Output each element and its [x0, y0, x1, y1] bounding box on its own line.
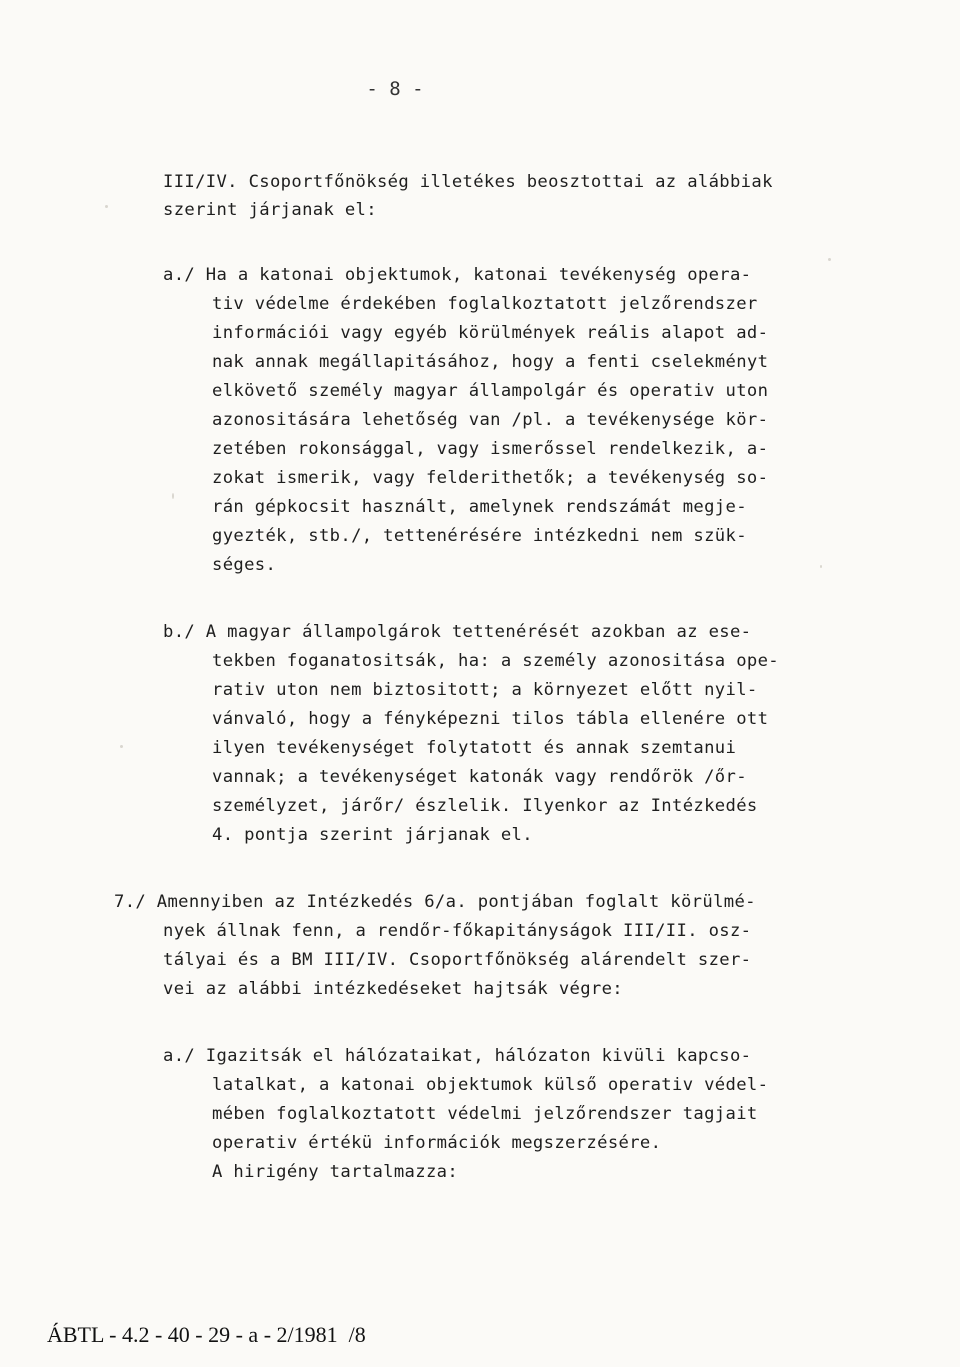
text-line: személyzet, járőr/ észlelik. Ilyenkor az Intézkedés: [212, 796, 758, 816]
text-line: III/IV. Csoportfőnökség illetékes beosztottai az alábbiak: [163, 172, 773, 192]
text-line: nak annak megállapitásához, hogy a fenti cselekményt: [212, 352, 769, 372]
text-line: mében foglalkoztatott védelmi jelzőrendszer tagjait: [212, 1104, 758, 1124]
text-line: 7./ Amennyiben az Intézkedés 6/a. pontjában foglalt körülmé-: [114, 892, 756, 912]
page-number: - 8 -: [366, 78, 424, 100]
text-line: információi vagy egyéb körülmények reális alapot ad-: [212, 323, 769, 343]
text-line: 4. pontja szerint járjanak el.: [212, 825, 533, 845]
text-line: operativ értékü információk megszerzésére.: [212, 1133, 662, 1153]
text-line: vei az alábbi intézkedéseket hajtsák végre:: [163, 979, 624, 999]
scan-speck: [105, 205, 108, 208]
text-line: azonositására lehetőség van /pl. a tevékenysége kör-: [212, 410, 769, 430]
text-line: rán gépkocsit használt, amelynek rendszámát megje-: [212, 497, 747, 517]
text-line: zokat ismerik, vagy felderithetők; a tevékenység so-: [212, 468, 769, 488]
scan-speck: [828, 258, 831, 261]
text-line: szerint járjanak el:: [163, 200, 377, 220]
text-line: rativ uton nem biztositott; a környezet előtt nyil-: [212, 680, 758, 700]
text-line: séges.: [212, 555, 277, 575]
text-line: A hirigény tartalmazza:: [212, 1162, 459, 1182]
text-line: nyek állnak fenn, a rendőr-főkapitányságok III/II. osz-: [163, 921, 752, 941]
text-line: vannak; a tevékenységet katonák vagy rendőrök /őr-: [212, 767, 747, 787]
text-line: vánvaló, hogy a fényképezni tilos tábla ellenére ott: [212, 709, 769, 729]
text-line: latalkat, a katonai objektumok külső operativ védel-: [212, 1075, 769, 1095]
text-line: a./ Ha a katonai objektumok, katonai tevékenység opera-: [163, 265, 752, 285]
text-line: zetében rokonsággal, vagy ismerőssel rendelkezik, a-: [212, 439, 769, 459]
text-line: tiv védelme érdekében foglalkoztatott jelzőrendszer: [212, 294, 758, 314]
text-line: tályai és a BM III/IV. Csoportfőnökség alárendelt szer-: [163, 950, 752, 970]
text-line: a./ Igazitsák el hálózataikat, hálózaton kivüli kapcso-: [163, 1046, 752, 1066]
scan-speck: [120, 745, 123, 748]
text-line: b./ A magyar állampolgárok tettenérését azokban az ese-: [163, 622, 752, 642]
scan-speck: [172, 493, 174, 499]
scan-speck: [820, 565, 822, 568]
text-line: ilyen tevékenységet folytatott és annak szemtanui: [212, 738, 737, 758]
text-line: elkövető személy magyar állampolgár és operativ uton: [212, 381, 769, 401]
text-line: gyezték, stb./, tettenérésére intézkedni nem szük-: [212, 526, 747, 546]
archive-reference: ÁBTL - 4.2 - 40 - 29 - a - 2/1981 /8: [47, 1322, 366, 1347]
text-line: tekben foganatositsák, ha: a személy azonositása ope-: [212, 651, 779, 671]
